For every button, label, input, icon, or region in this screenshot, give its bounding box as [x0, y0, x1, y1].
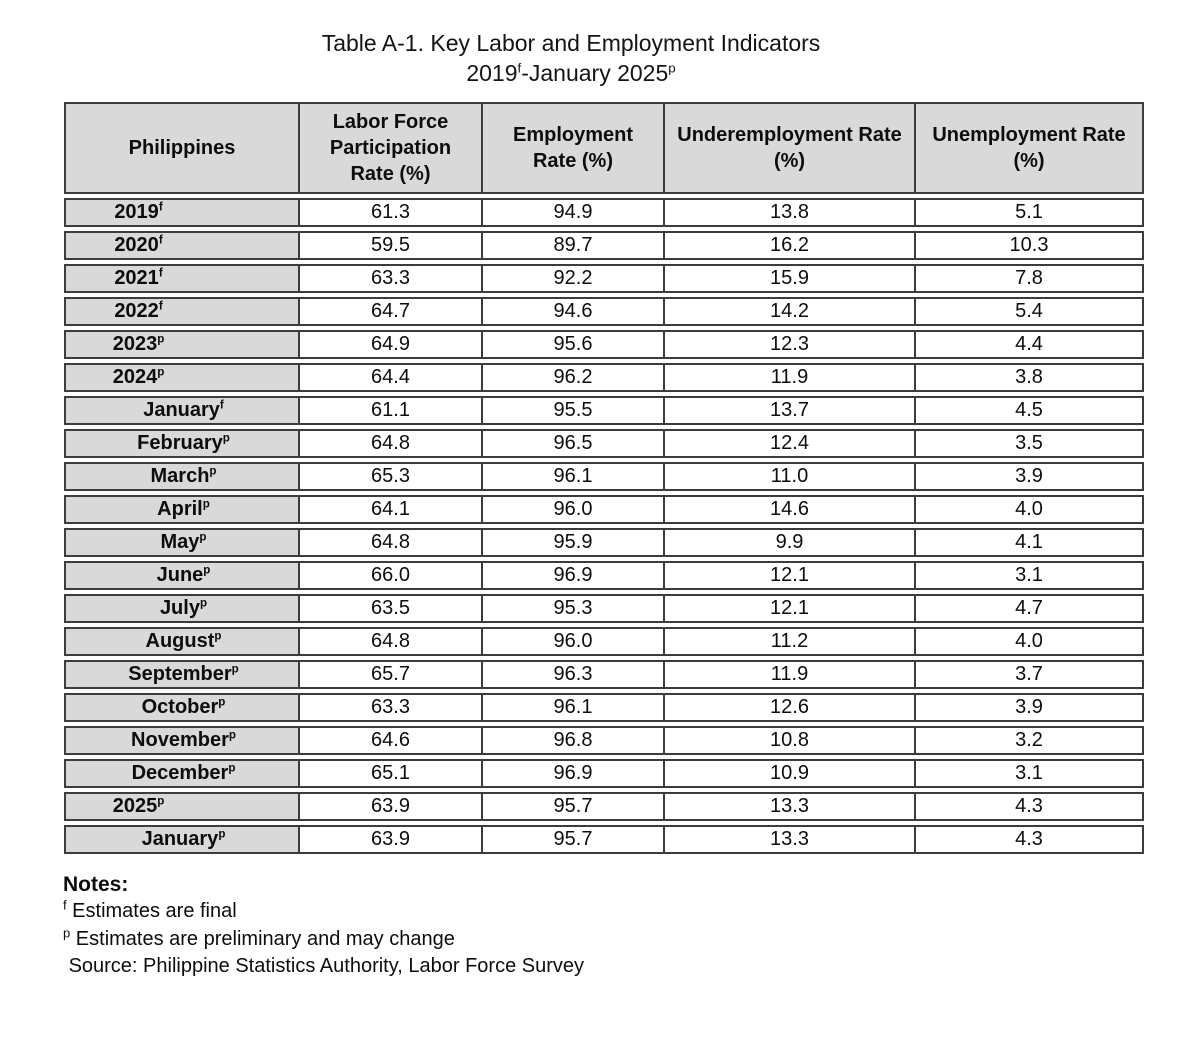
cell-value: 95.6	[483, 330, 665, 359]
row-label: 2021$^f$	[64, 264, 300, 293]
cell-value: 63.3	[300, 264, 483, 293]
table-row	[64, 462, 1144, 491]
table-row	[64, 495, 1144, 524]
cell-value: 13.7	[665, 396, 916, 425]
cell-value: 4.4	[916, 330, 1144, 359]
cell-value: 11.2	[665, 627, 916, 656]
note-source-text: Source: Philippine Statistics Authority, Labor Force Survey	[63, 955, 584, 977]
column-header: Labor Force Participation Rate (%)	[300, 102, 483, 194]
cell-value: 4.0	[916, 627, 1144, 656]
row-label: August$^p$	[64, 627, 300, 656]
title-line2	[0, 58, 1142, 88]
cell-value: 96.9	[483, 759, 665, 788]
column-header: Employment Rate (%)	[483, 102, 665, 194]
table-row	[64, 198, 1144, 227]
cell-value: 14.6	[665, 495, 916, 524]
cell-value: 10.8	[665, 726, 916, 755]
cell-value: 3.9	[916, 462, 1144, 491]
cell-value: 63.5	[300, 594, 483, 623]
cell-value: 64.8	[300, 627, 483, 656]
note-final	[63, 898, 1200, 926]
cell-value: 64.8	[300, 528, 483, 557]
cell-value: 96.1	[483, 462, 665, 491]
table-row	[64, 330, 1144, 359]
cell-value: 16.2	[665, 231, 916, 260]
notes-heading: Notes:	[63, 873, 129, 896]
row-label: 2019$^f$	[64, 198, 300, 227]
column-header: Unemployment Rate (%)	[916, 102, 1144, 194]
note-preliminary-sup: p	[63, 924, 71, 940]
table-row	[64, 594, 1144, 623]
cell-value: 12.3	[665, 330, 916, 359]
cell-value: 66.0	[300, 561, 483, 590]
indicators-table	[64, 98, 1144, 858]
column-header: Underemployment Rate (%)	[665, 102, 916, 194]
table-row	[64, 528, 1144, 557]
row-label: July$^p$	[64, 594, 300, 623]
cell-value: 65.1	[300, 759, 483, 788]
row-label: January$^p$	[64, 825, 300, 854]
table-row	[64, 429, 1144, 458]
cell-value: 96.8	[483, 726, 665, 755]
table-row	[64, 693, 1144, 722]
cell-value: 3.1	[916, 561, 1144, 590]
cell-value: 11.9	[665, 660, 916, 689]
row-label: April$^p$	[64, 495, 300, 524]
cell-value: 89.7	[483, 231, 665, 260]
note-final-sup: f	[63, 897, 67, 913]
table-header-row	[64, 102, 1144, 194]
cell-value: 3.9	[916, 693, 1144, 722]
cell-value: 12.6	[665, 693, 916, 722]
cell-value: 13.8	[665, 198, 916, 227]
row-label: 2024$^p$	[64, 363, 300, 392]
row-label: November$^p$	[64, 726, 300, 755]
cell-value: 4.7	[916, 594, 1144, 623]
cell-value: 64.6	[300, 726, 483, 755]
row-label: June$^p$	[64, 561, 300, 590]
table-row	[64, 561, 1144, 590]
cell-value: 7.8	[916, 264, 1144, 293]
row-label: 2025$^p$	[64, 792, 300, 821]
table-row	[64, 627, 1144, 656]
cell-value: 3.8	[916, 363, 1144, 392]
row-label: 2022$^f$	[64, 297, 300, 326]
table-row	[64, 264, 1144, 293]
cell-value: 4.3	[916, 825, 1144, 854]
row-label: May$^p$	[64, 528, 300, 557]
row-label: January$^f$	[64, 396, 300, 425]
notes	[63, 871, 1200, 981]
cell-value: 96.5	[483, 429, 665, 458]
cell-value: 11.0	[665, 462, 916, 491]
cell-value: 65.7	[300, 660, 483, 689]
note-preliminary	[63, 926, 1200, 954]
cell-value: 95.3	[483, 594, 665, 623]
cell-value: 12.1	[665, 561, 916, 590]
cell-value: 61.1	[300, 396, 483, 425]
table-row	[64, 660, 1144, 689]
cell-value: 96.1	[483, 693, 665, 722]
cell-value: 4.5	[916, 396, 1144, 425]
table-row	[64, 825, 1144, 854]
title-line1: Table A-1. Key Labor and Employment Indicators	[321, 30, 821, 56]
cell-value: 4.0	[916, 495, 1144, 524]
cell-value: 15.9	[665, 264, 916, 293]
cell-value: 95.5	[483, 396, 665, 425]
note-final-text: Estimates are final	[66, 900, 237, 922]
cell-value: 96.0	[483, 627, 665, 656]
cell-value: 13.3	[665, 825, 916, 854]
note-source	[63, 953, 1200, 981]
cell-value: 92.2	[483, 264, 665, 293]
cell-value: 96.3	[483, 660, 665, 689]
cell-value: 95.7	[483, 792, 665, 821]
row-label: 2020$^f$	[64, 231, 300, 260]
cell-value: 13.3	[665, 792, 916, 821]
row-label: 2023$^p$	[64, 330, 300, 359]
cell-value: 64.1	[300, 495, 483, 524]
cell-value: 95.7	[483, 825, 665, 854]
column-header: Philippines	[64, 102, 300, 194]
cell-value: 9.9	[665, 528, 916, 557]
cell-value: 12.1	[665, 594, 916, 623]
cell-value: 59.5	[300, 231, 483, 260]
cell-value: 5.4	[916, 297, 1144, 326]
row-label: September$^p$	[64, 660, 300, 689]
table-body	[64, 198, 1144, 854]
table-title	[0, 0, 1142, 88]
cell-value: 4.1	[916, 528, 1144, 557]
cell-value: 94.9	[483, 198, 665, 227]
cell-value: 94.6	[483, 297, 665, 326]
cell-value: 95.9	[483, 528, 665, 557]
cell-value: 64.4	[300, 363, 483, 392]
table-row	[64, 297, 1144, 326]
table-row	[64, 792, 1144, 821]
table-row	[64, 231, 1144, 260]
title-sup-f: f	[517, 60, 522, 76]
cell-value: 10.3	[916, 231, 1144, 260]
title-year-start: 2019	[466, 60, 518, 86]
table-row	[64, 759, 1144, 788]
cell-value: 4.3	[916, 792, 1144, 821]
cell-value: 63.9	[300, 825, 483, 854]
cell-value: 96.2	[483, 363, 665, 392]
cell-value: 64.9	[300, 330, 483, 359]
cell-value: 63.3	[300, 693, 483, 722]
table-row	[64, 396, 1144, 425]
cell-value: 11.9	[665, 363, 916, 392]
table-row	[64, 726, 1144, 755]
table-wrap	[64, 98, 1200, 858]
note-preliminary-text: Estimates are preliminary and may change	[70, 927, 455, 950]
cell-value: 64.7	[300, 297, 483, 326]
cell-value: 3.2	[916, 726, 1144, 755]
row-label: December$^p$	[64, 759, 300, 788]
cell-value: 63.9	[300, 792, 483, 821]
cell-value: 10.9	[665, 759, 916, 788]
cell-value: 5.1	[916, 198, 1144, 227]
title-range-end: -January 2025	[521, 60, 669, 86]
cell-value: 96.9	[483, 561, 665, 590]
cell-value: 3.7	[916, 660, 1144, 689]
table-row	[64, 363, 1144, 392]
cell-value: 14.2	[665, 297, 916, 326]
title-sup-p: p	[668, 60, 676, 76]
cell-value: 65.3	[300, 462, 483, 491]
cell-value: 61.3	[300, 198, 483, 227]
cell-value: 12.4	[665, 429, 916, 458]
row-label: March$^p$	[64, 462, 300, 491]
cell-value: 3.5	[916, 429, 1144, 458]
row-label: February$^p$	[64, 429, 300, 458]
row-label: October$^p$	[64, 693, 300, 722]
cell-value: 64.8	[300, 429, 483, 458]
cell-value: 3.1	[916, 759, 1144, 788]
cell-value: 96.0	[483, 495, 665, 524]
